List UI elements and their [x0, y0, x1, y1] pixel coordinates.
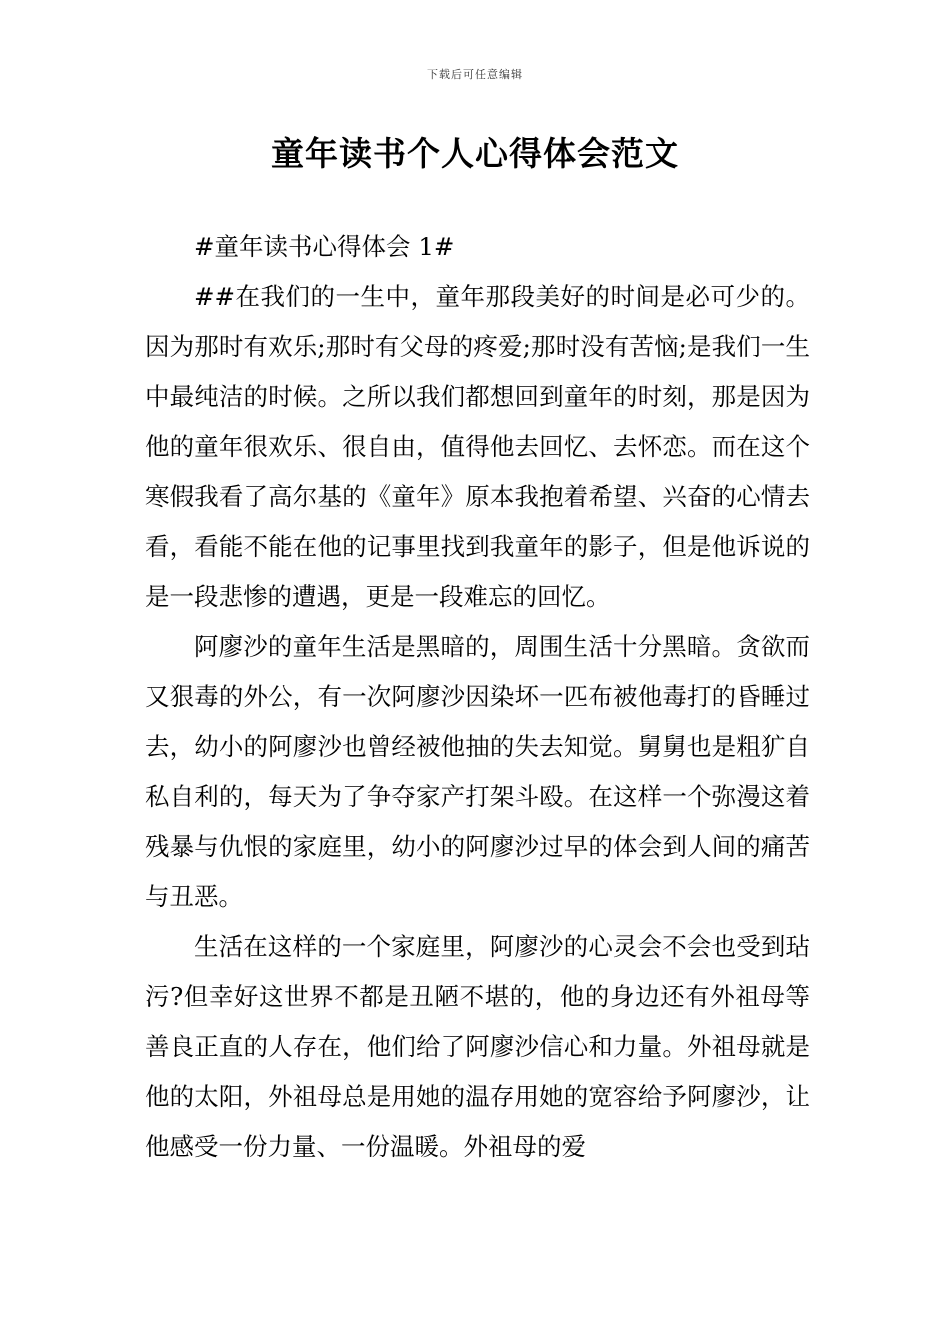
- document-body: [145, 222, 810, 1172]
- paragraph-1: ##在我们的一生中，童年那段美好的时间是必可少的。因为那时有欢乐;那时有父母的疼爱;那时没有苦恼;是我们一生中最纯洁的时候。之所以我们都想回到童年的时刻，那是因为他的童年很欢乐、很自由，值得他去回忆、去怀恋。而在这个寒假我看了高尔基的《童年》原本我抱着希望、兴奋的心情去看，看能不能在他的记事里找到我童年的影子，但是他诉说的是一段悲惨的遭遇，更是一段难忘的回忆。: [145, 282, 810, 611]
- document-title: 童年读书个人心得体会范文: [271, 134, 679, 173]
- header-note: 下载后可任意编辑: [427, 68, 523, 81]
- paragraph-3: 生活在这样的一个家庭里，阿廖沙的心灵会不会也受到玷污?但幸好这世界不都是丑陋不堪的，他的身边还有外祖母等善良正直的人存在，他们给了阿廖沙信心和力量。外祖母就是他的太阳，外祖母总是用她的温存用她的宽容给予阿廖沙，让他感受一份力量、一份温暖。外祖母的爱: [145, 932, 810, 1161]
- paragraph-2: 阿廖沙的童年生活是黑暗的，周围生活十分黑暗。贪欲而又狠毒的外公，有一次阿廖沙因染坏一匹布被他毒打的昏睡过去，幼小的阿廖沙也曾经被他抽的失去知觉。舅舅也是粗犷自私自利的，每天为了争夺家产打架斗殴。在这样一个弥漫这着残暴与仇恨的家庭里，幼小的阿廖沙过早的体会到人间的痛苦与丑恶。: [145, 632, 810, 911]
- section-heading: #童年读书心得体会 1#: [194, 232, 455, 261]
